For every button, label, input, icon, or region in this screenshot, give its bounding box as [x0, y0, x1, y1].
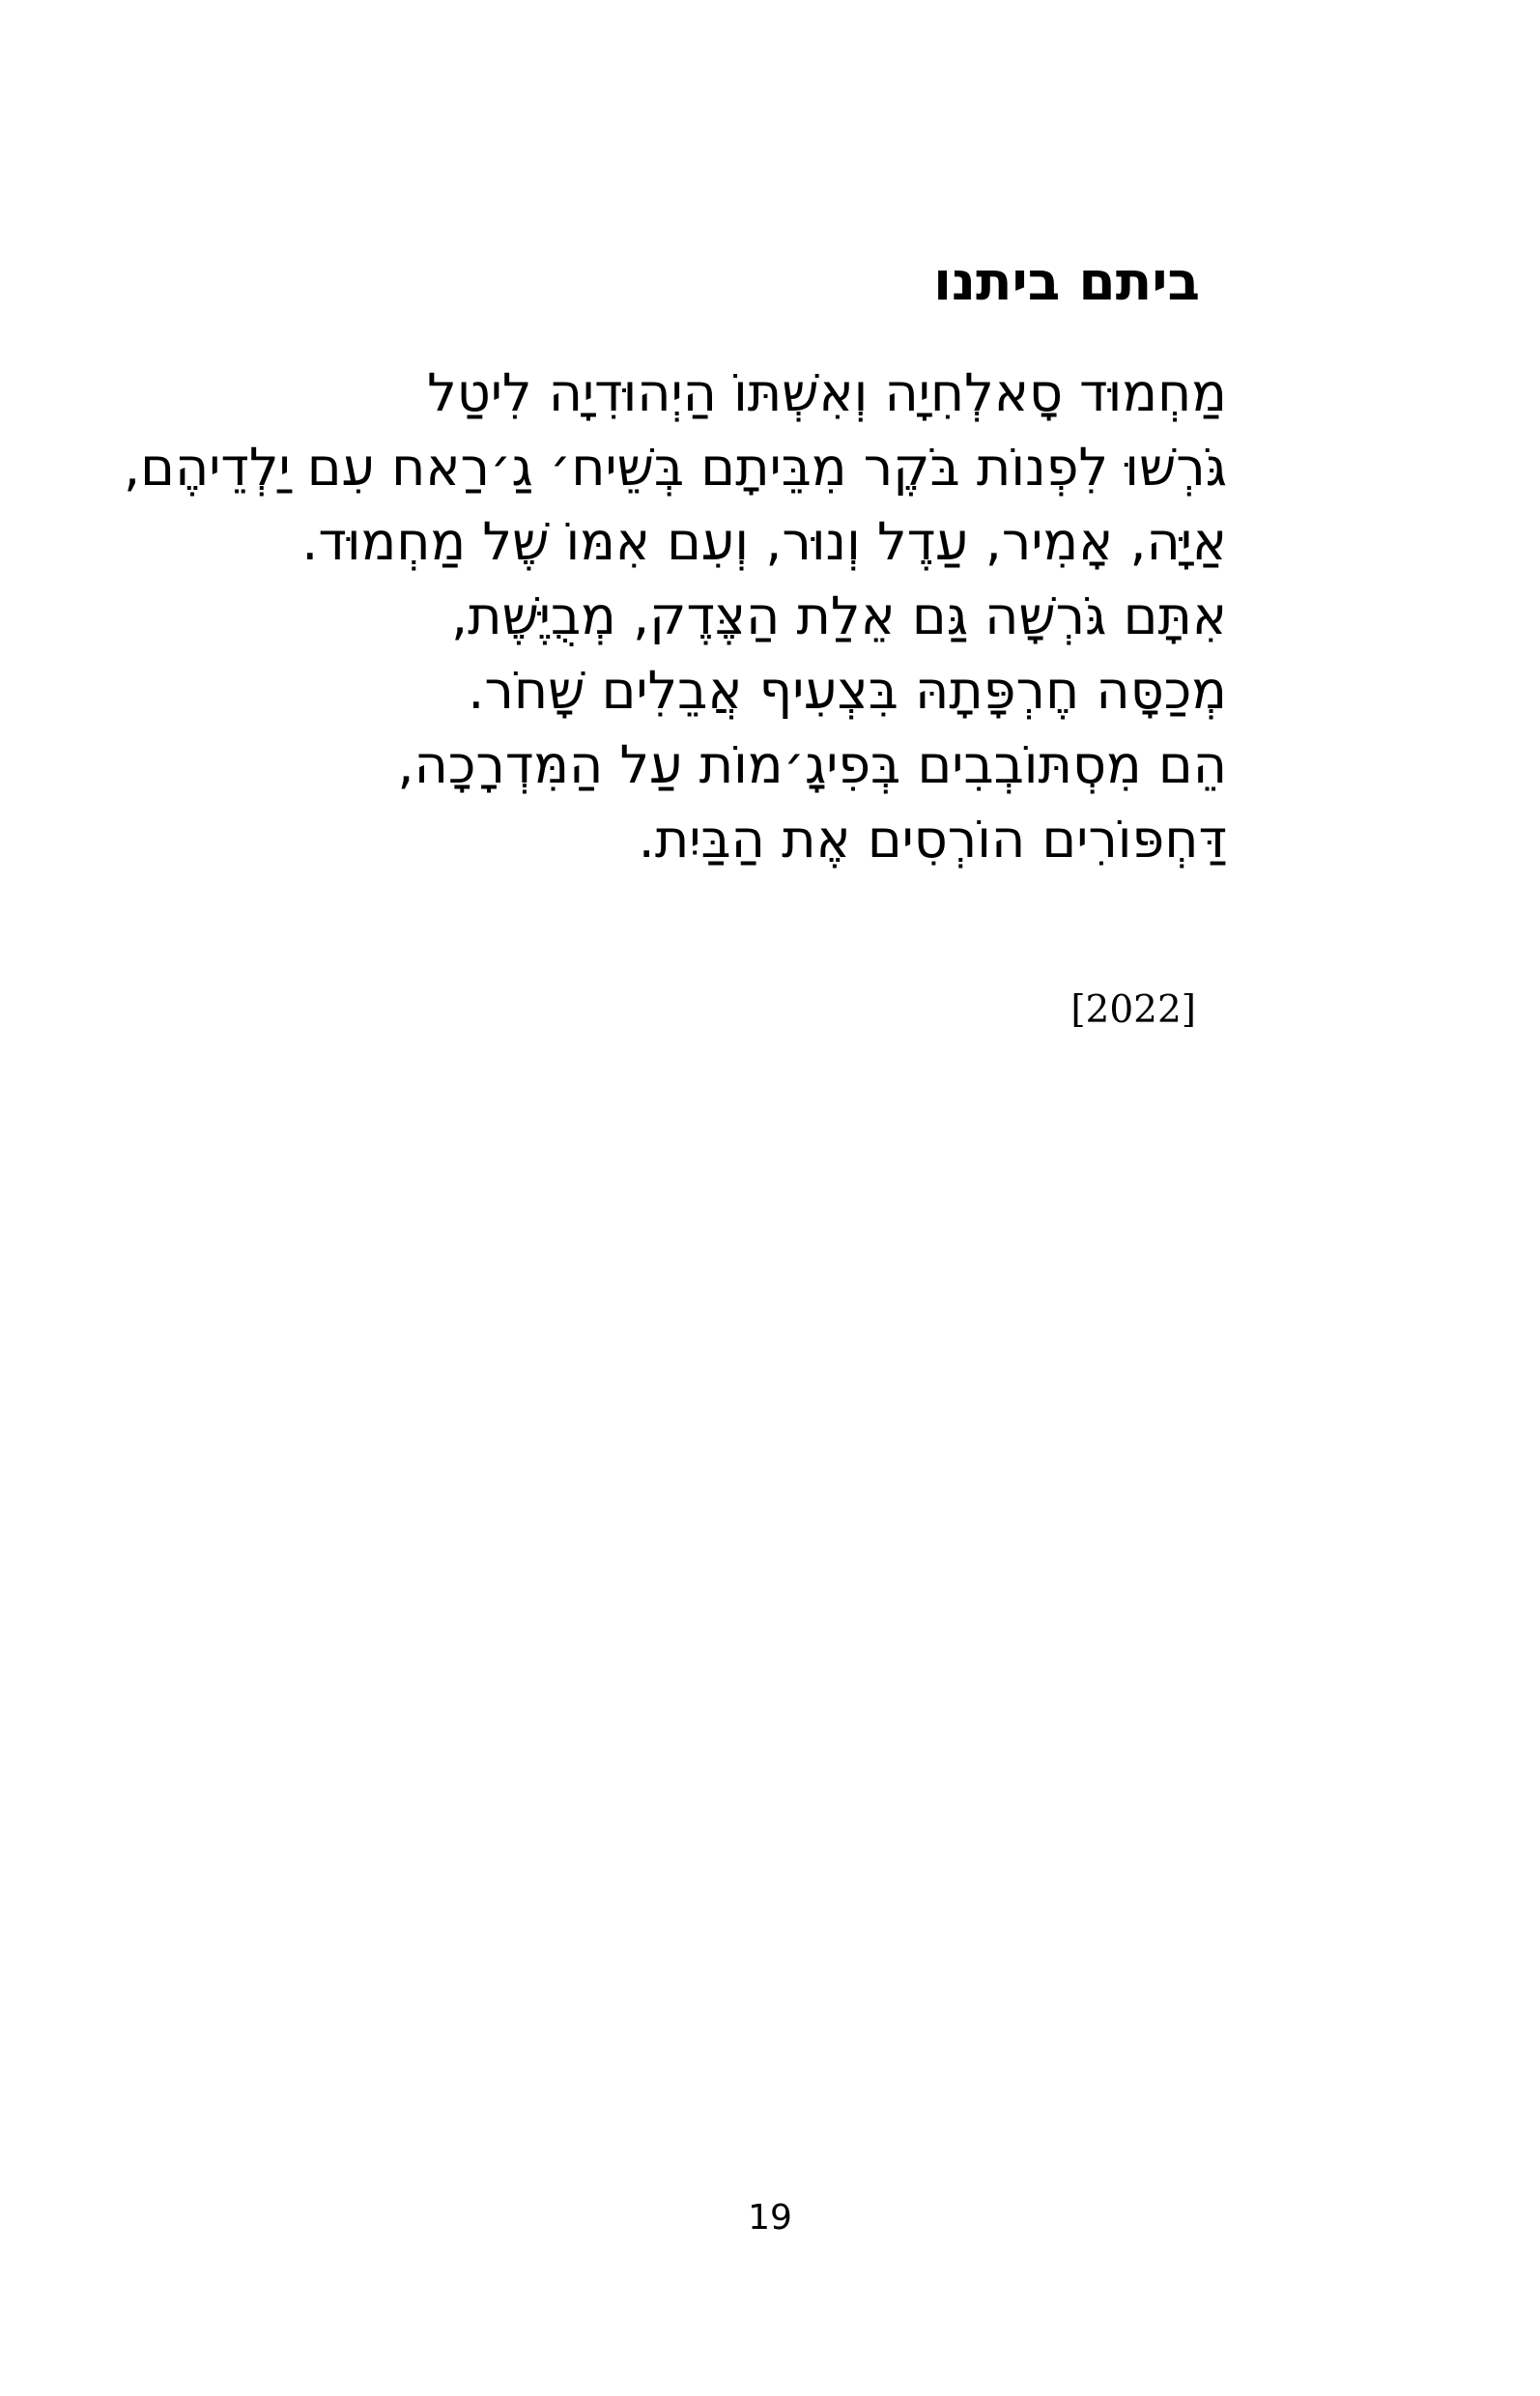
poem-line: אַיָּה, אָמִיר, עַדֶל וְנוּר, וְעִם אִמּוֹ שֶׁל מַחְמוּד.: [301, 511, 1227, 572]
poem-body: [124, 356, 1227, 876]
poem-year-label: [2022]: [1070, 988, 1196, 1032]
poem-line: הֵם מִסְתּוֹבְבִים בְּפִיגָ׳מוֹת עַל הַמִּדְרָכָה,: [397, 734, 1227, 795]
poem-line: דַּחְפּוֹרִים הוֹרְסִים אֶת הַבַּיִת.: [638, 809, 1227, 870]
page-number: 19: [748, 2198, 792, 2238]
poem-line: אִתָּם גֹּרְשָׁה גַּם אֵלַת הַצֶּדֶק, מְבֻיֶּשֶׁת,: [450, 585, 1227, 646]
poem-line: מְכַסָּה חֶרְפָּתָהּ בִּצְעִיף אֲבֵלִים שָׁחֹר.: [468, 660, 1227, 721]
poem-line: גֹּרְשׁוּ לִפְנוֹת בֹּקֶר מִבֵּיתָם בְּשֵׁיח׳ גַ׳רַאח עִם יַלְדֵיהֶם,: [124, 437, 1227, 498]
poem-title: ביתם ביתנו: [933, 249, 1200, 312]
poem-line: מַחְמוּד סָאלְחִיָה וְאִשְׁתּוֹ הַיְהוּדִיָה לִיטַל: [427, 362, 1227, 423]
